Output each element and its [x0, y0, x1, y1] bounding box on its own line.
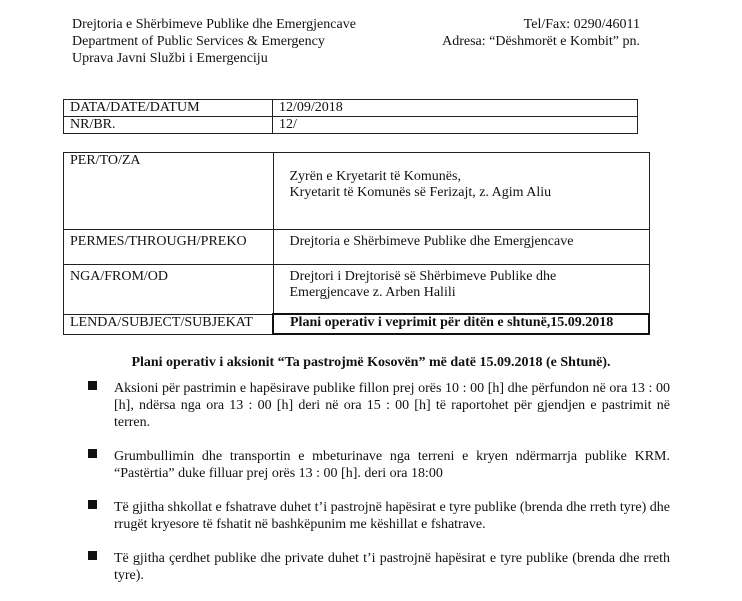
through-label: PERMES/THROUGH/PREKO: [64, 230, 274, 265]
date-label: DATA/DATE/DATUM: [64, 100, 273, 117]
from-value-line1: Drejtori i Drejtorisë së Shërbimeve Publike dhe: [289, 269, 557, 284]
from-value-line2: Emergjencave z. Arben Halili: [289, 285, 456, 300]
through-value: Drejtoria e Shërbimeve Publike dhe Emergjencave: [273, 230, 649, 265]
institution-name-en: Department of Public Services & Emergency: [72, 34, 325, 49]
number-row: [64, 117, 638, 134]
list-item: [88, 550, 670, 584]
date-row: [64, 100, 638, 117]
square-bullet-icon: [88, 551, 97, 560]
list-item: [88, 499, 670, 533]
from-value: [273, 265, 649, 315]
address: Adresa: “Dëshmorët e Kombit” pn.: [442, 34, 640, 49]
bullet-text: Të gjitha shkollat e fshatrave duhet t’i pastrojnë hapësirat e tyre publike (brenda dhe rreth tyre) dhe rrugët kryesore të fshatit në bashkëpunim me këshillat e fshatrave.: [114, 500, 670, 532]
list-item: [88, 380, 670, 431]
contact-header: [430, 16, 640, 50]
to-value-line1: Zyrën e Kryetarit të Komunës,: [289, 169, 461, 184]
square-bullet-icon: [88, 449, 97, 458]
meta-table: [63, 99, 638, 134]
institution-header: [72, 16, 356, 67]
to-row: [64, 153, 650, 230]
institution-name-sr: Uprava Javni Službi i Emergenciju: [72, 51, 268, 66]
from-row: [64, 265, 650, 315]
number-label: NR/BR.: [64, 117, 273, 134]
tel-fax: Tel/Fax: 0290/46011: [523, 17, 640, 32]
bullet-list: [88, 380, 670, 601]
plan-title: Plani operativ i aksionit “Ta pastrojmë Kosovën” më datë 15.09.2018 (e Shtunë).: [131, 355, 611, 370]
list-item: [88, 448, 670, 482]
square-bullet-icon: [88, 500, 97, 509]
bullet-text: Të gjitha çerdhet publike dhe private duhet t’i pastrojnë hapësirat e tyre publike (brenda dhe rreth tyre).: [114, 551, 670, 583]
subject-row: [64, 314, 650, 334]
to-value: [273, 153, 649, 230]
through-row: [64, 230, 650, 265]
subject-value: Plani operativ i veprimit për ditën e shtunë,15.09.2018: [273, 314, 649, 334]
to-value-line2: Kryetarit të Komunës së Ferizajt, z. Agim Aliu: [289, 185, 552, 200]
to-label: PER/TO/ZA: [64, 153, 274, 230]
number-value: 12/: [273, 117, 638, 134]
routing-table: [63, 152, 650, 335]
bullet-text: Aksioni për pastrimin e hapësirave publike fillon prej orës 10 : 00 [h] dhe përfundon në ora 13 : 00 [h], ndërsa nga ora 13 : 00 [h] deri në ora 15 : 00 [h] të raportohet për gjendjen e pastrimit në terren.: [114, 381, 670, 430]
square-bullet-icon: [88, 381, 97, 390]
from-label: NGA/FROM/OD: [64, 265, 274, 315]
date-value: 12/09/2018: [273, 100, 638, 117]
subject-label: LENDA/SUBJECT/SUBJEKAT: [64, 314, 274, 334]
bullet-text: Grumbullimin dhe transportin e mbeturinave nga terreni e kryen ndërmarrja publike KRM. “Pastërtia” duke filluar prej orës 13 : 00 [h]. deri ora 18:00: [114, 449, 670, 481]
institution-name-sq: Drejtoria e Shërbimeve Publike dhe Emergjencave: [72, 17, 356, 32]
